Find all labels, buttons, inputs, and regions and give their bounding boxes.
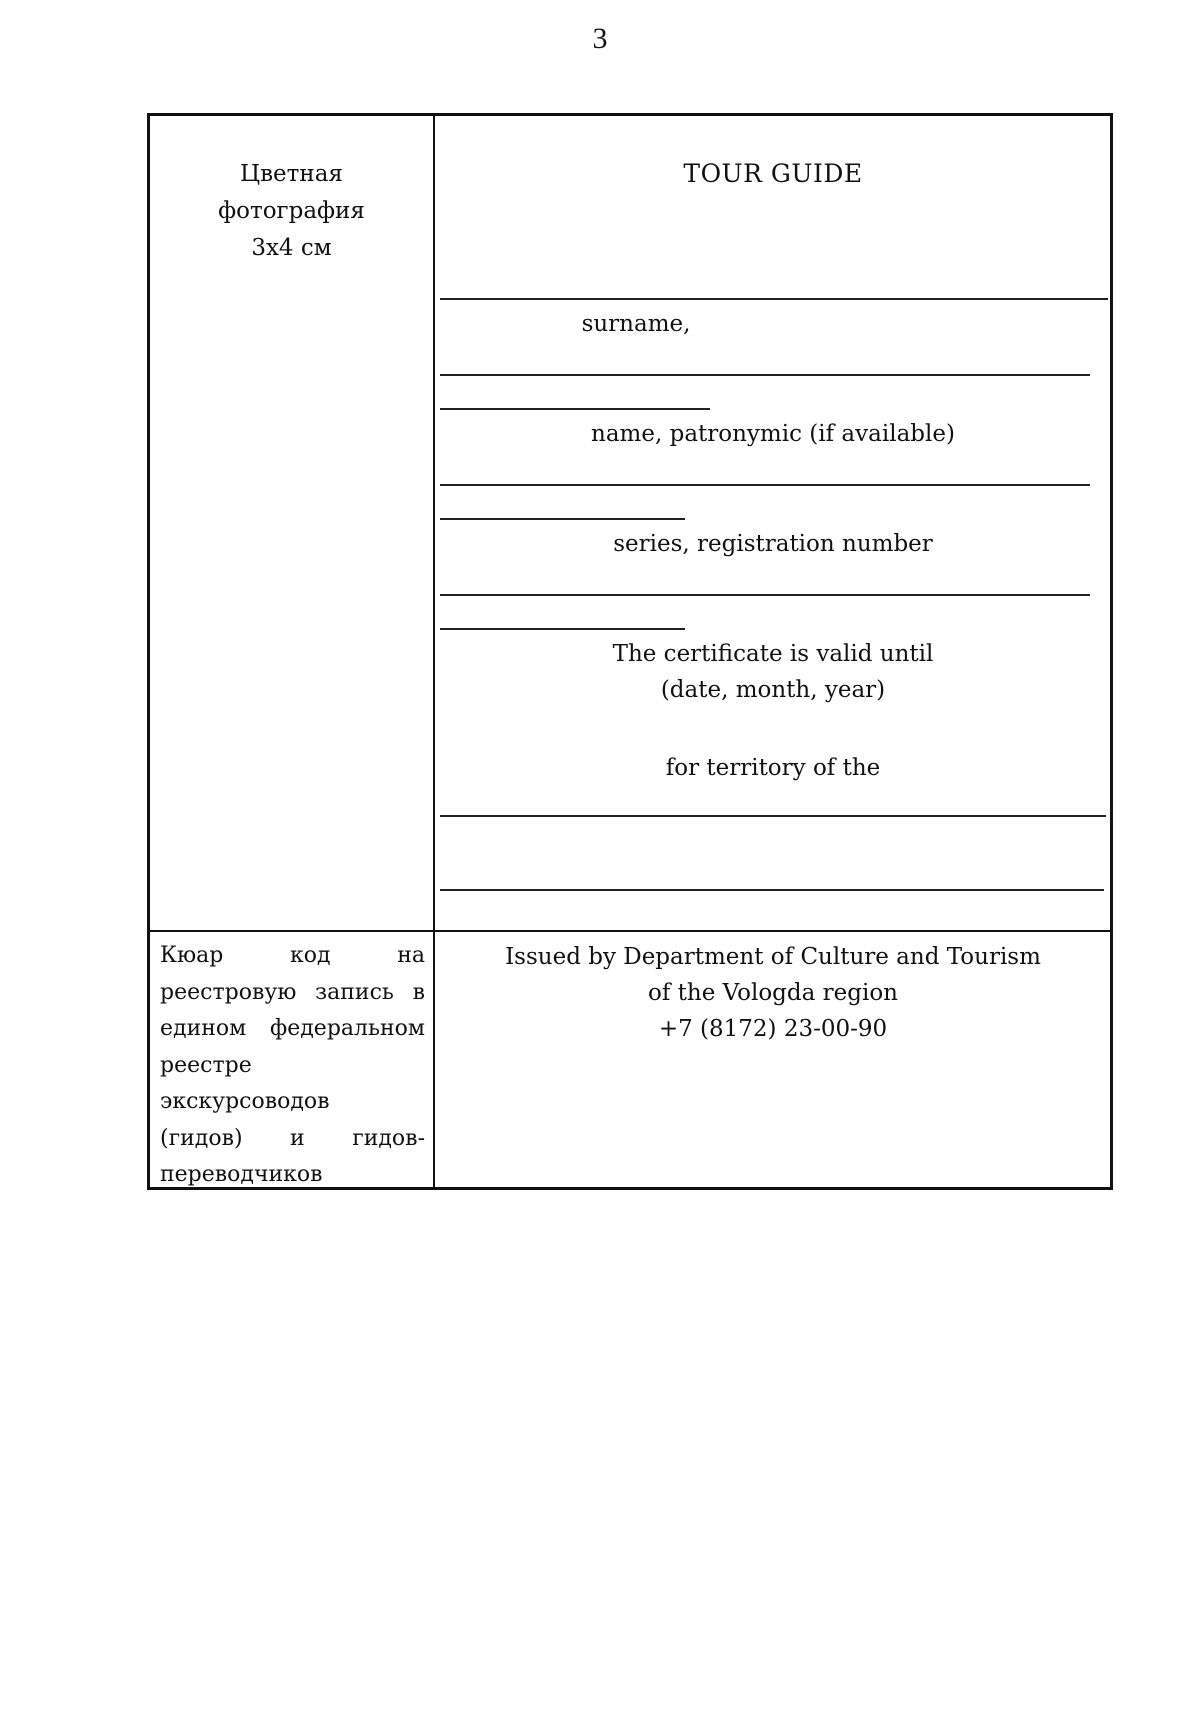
qr-note-line: (гидов) и гидов-	[160, 1125, 425, 1151]
qr-note-line: Кюар код на	[160, 943, 425, 968]
surname-blank-line	[440, 298, 1108, 300]
qr-note-line: переводчиков	[160, 1162, 323, 1187]
qr-code-note	[160, 938, 425, 1194]
valid-until-text: The certificate is valid until	[612, 641, 934, 667]
surname-underline	[440, 374, 1090, 376]
row-divider	[150, 930, 1110, 932]
tour-guide-certificate-form	[147, 113, 1113, 1190]
name-underline	[440, 484, 1090, 486]
photo-label-line: фотография	[218, 198, 365, 224]
name-blank-line	[440, 408, 710, 410]
series-caption: series, registration number	[613, 531, 933, 557]
issuer-line: Issued by Department of Culture and Tourism	[505, 944, 1041, 970]
validity-blank-line	[440, 628, 685, 630]
surname-caption: surname,	[581, 311, 691, 337]
series-blank-line	[440, 518, 685, 520]
name-caption: name, patronymic (if available)	[591, 421, 955, 447]
issuer-phone: +7 (8172) 23-00-90	[658, 1016, 888, 1042]
page-number: 3	[592, 22, 608, 55]
territory-caption: for territory of the	[665, 755, 881, 781]
qr-note-line: реестре	[160, 1052, 252, 1078]
issuer-block	[436, 939, 1110, 1047]
photo-placeholder	[150, 156, 433, 267]
qr-note-line: экскурсоводов	[160, 1089, 330, 1114]
issuer-line: of the Vologda region	[647, 980, 898, 1006]
certificate-title: TOUR GUIDE	[683, 159, 863, 188]
column-divider	[433, 116, 435, 1187]
qr-note-line: реестровую запись в	[160, 979, 425, 1005]
series-underline	[440, 594, 1090, 596]
territory-line-2	[440, 889, 1104, 891]
validity-caption	[436, 636, 1110, 708]
territory-line-1	[440, 815, 1106, 817]
qr-note-line: едином федеральном	[160, 1016, 425, 1041]
photo-label-line: Цветная	[240, 161, 343, 187]
photo-label-line: 3х4 см	[251, 235, 332, 261]
date-hint-text: (date, month, year)	[660, 677, 886, 703]
